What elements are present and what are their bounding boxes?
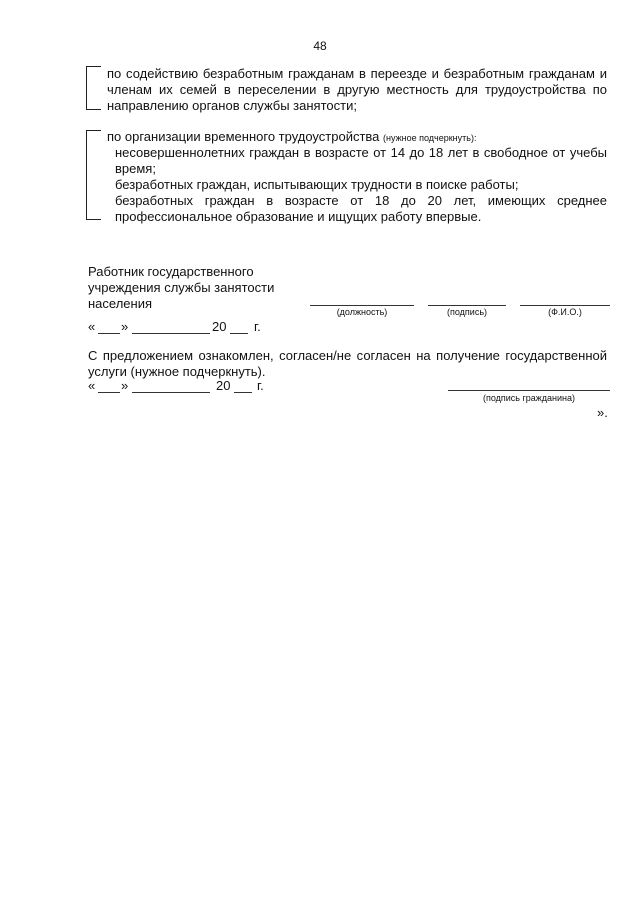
relocation-line-1: по содействию безработным гражданам в переезде и безработным гражданам и xyxy=(107,66,607,81)
employee-date-close-quote: » xyxy=(121,319,129,334)
temporary-employment-heading xyxy=(107,129,607,145)
relocation-line-2: членам их семей в переселении в другую местность для трудоустройства по xyxy=(107,82,607,97)
temp-item-3-line-1: безработных граждан в возрасте от 18 до 20 лет, имеющих среднее xyxy=(115,193,607,208)
employee-title-line-2: учреждения службы занятости xyxy=(88,280,275,295)
position-caption: (должность) xyxy=(336,307,388,317)
name-caption: (Ф.И.О.) xyxy=(548,307,582,317)
employee-date-year-line[interactable] xyxy=(230,333,248,334)
closing-quote: ». xyxy=(597,405,608,420)
signature-line[interactable] xyxy=(428,305,506,306)
checkbox-relocation[interactable] xyxy=(86,66,101,110)
acknowledgement-line-2: услуги (нужное подчеркнуть). xyxy=(88,364,266,379)
temp-item-1-line-2: время; xyxy=(115,161,156,176)
employee-date-year-suffix: г. xyxy=(254,319,261,334)
employee-title-line-3: населения xyxy=(88,296,153,311)
checkbox-temporary-employment[interactable] xyxy=(86,130,101,220)
signature-caption: (подпись) xyxy=(446,307,488,317)
temporary-employment-heading-note: (нужное подчеркнуть): xyxy=(383,133,477,143)
temp-item-1-line-1: несовершеннолетних граждан в возрасте от 14 до 18 лет в свободное от учебы xyxy=(115,145,607,160)
temporary-employment-heading-text: по организации временного трудоустройства xyxy=(107,129,380,144)
relocation-line-3: направлению органов службы занятости; xyxy=(107,98,357,113)
position-line[interactable] xyxy=(310,305,414,306)
employee-date-open-quote: « xyxy=(88,319,96,334)
ack-date-day-line[interactable] xyxy=(98,392,120,393)
ack-date-year-prefix: 20 xyxy=(216,378,231,393)
temp-item-2: безработных граждан, испытывающих трудности в поиске работы; xyxy=(115,177,519,192)
employee-title-line-1: Работник государственного xyxy=(88,264,254,279)
ack-date-month-line[interactable] xyxy=(132,392,210,393)
acknowledgement-line-1: С предложением ознакомлен, согласен/не согласен на получение государственной xyxy=(88,348,607,363)
employee-date-day-line[interactable] xyxy=(98,333,120,334)
name-line[interactable] xyxy=(520,305,610,306)
temp-item-3-line-2: профессиональное образование и ищущих работу впервые. xyxy=(115,209,482,224)
employee-date-year-prefix: 20 xyxy=(212,319,227,334)
ack-date-year-suffix: г. xyxy=(257,378,264,393)
ack-date-year-line[interactable] xyxy=(234,392,252,393)
citizen-signature-caption: (подпись гражданина) xyxy=(482,393,576,403)
ack-date-close-quote: » xyxy=(121,378,129,393)
employee-date-month-line[interactable] xyxy=(132,333,210,334)
ack-date-open-quote: « xyxy=(88,378,96,393)
page-number: 48 xyxy=(313,39,327,53)
citizen-signature-line[interactable] xyxy=(448,390,610,391)
